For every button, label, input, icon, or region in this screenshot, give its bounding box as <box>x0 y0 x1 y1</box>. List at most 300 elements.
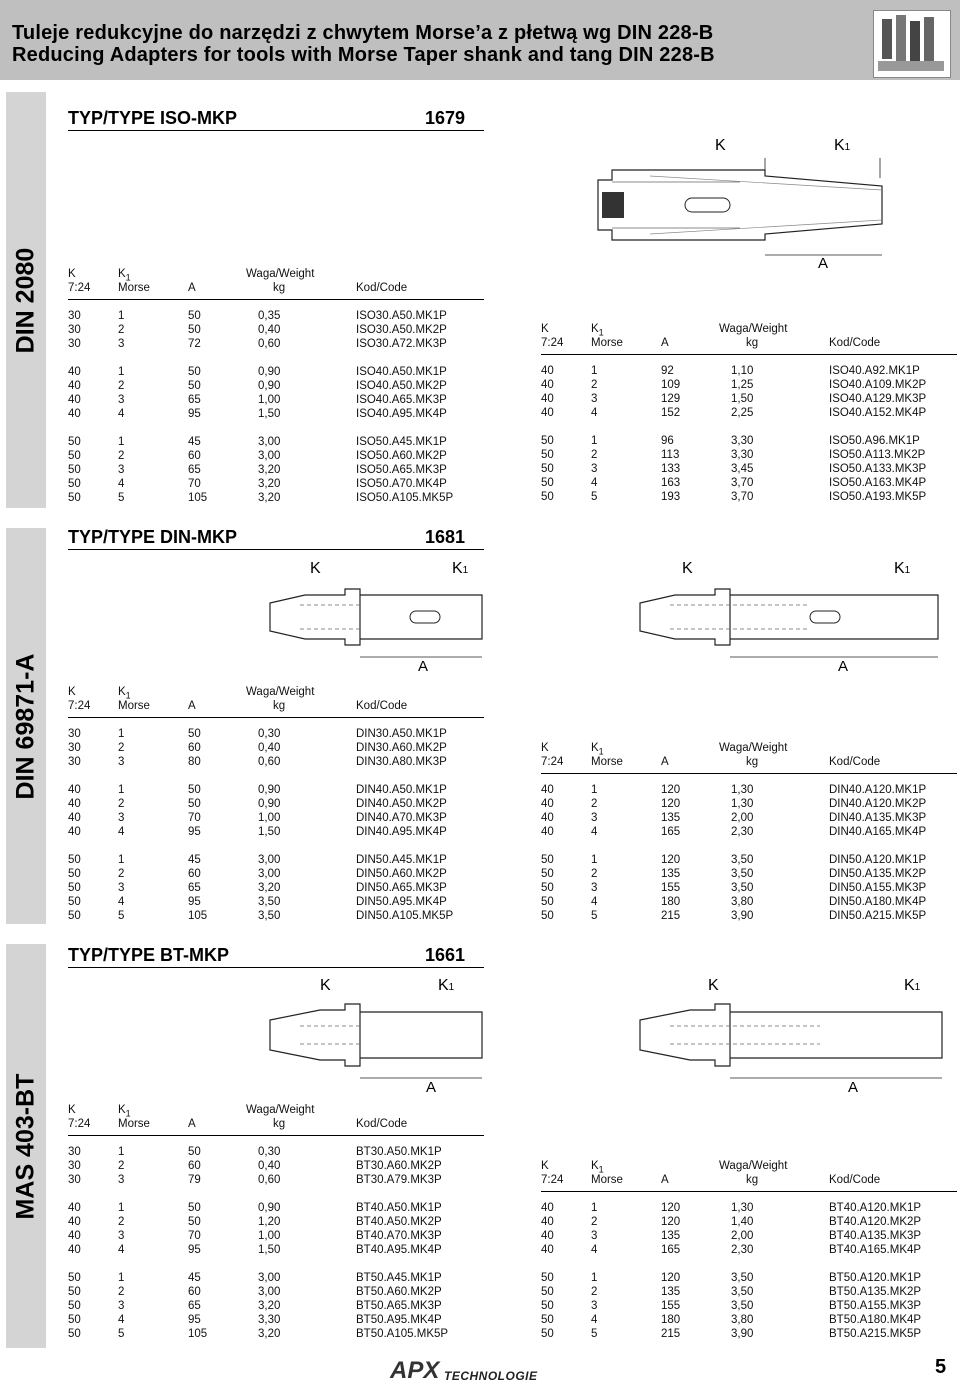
section-title: TYP/TYPE ISO-MKP <box>68 108 238 128</box>
header-a: A <box>661 1174 669 1186</box>
cell-length-a: 65 <box>188 464 201 476</box>
cell-taper: 30 <box>68 728 81 740</box>
cell-weight: 3,50 <box>731 868 754 880</box>
cell-morse: 4 <box>591 1244 598 1256</box>
cell-taper: 50 <box>68 882 81 894</box>
label-k1: K1 <box>438 977 455 994</box>
cell-length-a: 60 <box>188 868 201 880</box>
cell-length-a: 50 <box>188 728 201 740</box>
drawing-bt-mkp-long <box>620 970 950 1100</box>
cell-morse: 2 <box>118 1286 125 1298</box>
cell-code: ISO40.A50.MK2P <box>356 380 447 392</box>
section-code: 1681 <box>425 527 466 547</box>
cell-weight: 0,30 <box>258 728 281 740</box>
header-kg: kg <box>746 756 759 768</box>
cell-taper: 40 <box>541 1216 554 1228</box>
cell-weight: 2,00 <box>731 1230 754 1242</box>
header-weight: Waga/Weight <box>246 268 315 280</box>
header-kg: kg <box>746 1174 759 1186</box>
cell-code: ISO40.A92.MK1P <box>829 365 920 377</box>
cell-weight: 3,50 <box>258 896 281 908</box>
header-kg: kg <box>273 282 286 294</box>
cell-weight: 1,30 <box>731 798 754 810</box>
header-morse: Morse <box>591 337 623 349</box>
cell-morse: 4 <box>118 478 125 490</box>
cell-morse: 2 <box>591 868 598 880</box>
header-taper: 7:24 <box>68 700 91 712</box>
cell-taper: 30 <box>68 742 81 754</box>
cell-length-a: 50 <box>188 798 201 810</box>
cell-length-a: 95 <box>188 1244 201 1256</box>
cell-code: BT50.A215.MK5P <box>829 1328 922 1340</box>
cell-weight: 3,00 <box>258 1272 281 1284</box>
cell-taper: 40 <box>68 1230 81 1242</box>
cell-taper: 40 <box>541 393 554 405</box>
cell-morse: 4 <box>118 408 125 420</box>
cell-taper: 50 <box>541 1286 554 1298</box>
cell-morse: 3 <box>118 756 125 768</box>
cell-taper: 40 <box>541 1202 554 1214</box>
cell-code: ISO50.A45.MK1P <box>356 436 447 448</box>
cell-morse: 4 <box>118 896 125 908</box>
cell-morse: 3 <box>591 812 598 824</box>
section-title: TYP/TYPE DIN-MKP <box>68 527 238 547</box>
cell-length-a: 135 <box>661 812 681 824</box>
cell-weight: 3,80 <box>731 1314 754 1326</box>
label-a: A <box>818 255 829 270</box>
cell-length-a: 70 <box>188 1230 201 1242</box>
cell-weight: 3,50 <box>731 1300 754 1312</box>
cell-weight: 0,60 <box>258 756 281 768</box>
header-divider <box>68 299 484 300</box>
cell-morse: 1 <box>118 1146 125 1158</box>
cell-length-a: 105 <box>188 492 208 504</box>
cell-taper: 50 <box>68 1328 81 1340</box>
cell-morse: 3 <box>591 463 598 475</box>
cell-morse: 4 <box>591 1314 598 1326</box>
header-a: A <box>188 700 196 712</box>
cell-length-a: 120 <box>661 798 681 810</box>
cell-length-a: 135 <box>661 868 681 880</box>
header-divider <box>68 1135 484 1136</box>
cell-morse: 1 <box>591 365 598 377</box>
cell-weight: 0,35 <box>258 310 281 322</box>
cell-weight: 3,80 <box>731 896 754 908</box>
label-a: A <box>426 1079 437 1096</box>
cell-taper: 50 <box>541 854 554 866</box>
cell-code: BT30.A50.MK1P <box>356 1146 442 1158</box>
cell-length-a: 60 <box>188 1160 201 1172</box>
cell-morse: 3 <box>118 1174 125 1186</box>
cell-taper: 50 <box>541 1300 554 1312</box>
cell-code: DIN50.A135.MK2P <box>829 868 927 880</box>
cell-morse: 3 <box>591 393 598 405</box>
cell-weight: 1,50 <box>258 1244 281 1256</box>
cell-code: DIN40.A120.MK1P <box>829 784 927 796</box>
cell-weight: 3,50 <box>731 854 754 866</box>
cell-weight: 2,25 <box>731 407 754 419</box>
cell-morse: 3 <box>118 882 125 894</box>
cell-code: ISO50.A65.MK3P <box>356 464 447 476</box>
cell-length-a: 152 <box>661 407 681 419</box>
cell-code: BT40.A135.MK3P <box>829 1230 922 1242</box>
cell-taper: 50 <box>541 1272 554 1284</box>
cell-taper: 50 <box>68 450 81 462</box>
drawing-bt-mkp-short <box>250 970 500 1100</box>
header-code: Kod/Code <box>829 1174 881 1186</box>
cell-morse: 2 <box>118 380 125 392</box>
cell-weight: 0,90 <box>258 1202 281 1214</box>
cell-taper: 40 <box>541 784 554 796</box>
cell-morse: 5 <box>118 910 125 922</box>
header-weight: Waga/Weight <box>719 742 788 754</box>
cell-length-a: 135 <box>661 1286 681 1298</box>
cell-taper: 50 <box>68 854 81 866</box>
cell-morse: 3 <box>591 1230 598 1242</box>
cell-taper: 50 <box>541 896 554 908</box>
cell-taper: 40 <box>541 407 554 419</box>
cell-code: DIN40.A120.MK2P <box>829 798 927 810</box>
cell-morse: 4 <box>591 477 598 489</box>
cell-code: DIN30.A80.MK3P <box>356 756 447 768</box>
label-k: K <box>715 137 726 154</box>
label-a: A <box>848 1079 859 1096</box>
cell-length-a: 105 <box>188 910 208 922</box>
cell-length-a: 95 <box>188 826 201 838</box>
cell-weight: 3,20 <box>258 882 281 894</box>
cell-length-a: 95 <box>188 1314 201 1326</box>
header-kg: kg <box>746 337 759 349</box>
cell-morse: 3 <box>591 882 598 894</box>
cell-taper: 50 <box>68 896 81 908</box>
drawing-din-mkp-long <box>630 555 950 675</box>
cell-length-a: 163 <box>661 477 681 489</box>
cell-weight: 3,00 <box>258 854 281 866</box>
cell-code: DIN50.A65.MK3P <box>356 882 447 894</box>
cell-taper: 40 <box>541 379 554 391</box>
cell-code: ISO50.A70.MK4P <box>356 478 447 490</box>
cell-taper: 50 <box>541 882 554 894</box>
cell-morse: 2 <box>118 1160 125 1172</box>
cell-morse: 1 <box>591 1272 598 1284</box>
cell-length-a: 50 <box>188 380 201 392</box>
cell-taper: 50 <box>68 436 81 448</box>
cell-length-a: 45 <box>188 854 201 866</box>
cell-length-a: 50 <box>188 1202 201 1214</box>
cell-length-a: 80 <box>188 756 201 768</box>
section-code: 1661 <box>425 945 466 965</box>
cell-length-a: 129 <box>661 393 681 405</box>
divider <box>68 130 484 131</box>
cell-morse: 2 <box>591 1286 598 1298</box>
header-weight: Waga/Weight <box>719 1160 788 1172</box>
header-morse: Morse <box>118 282 150 294</box>
label-k: K <box>708 977 719 994</box>
cell-code: ISO50.A133.MK3P <box>829 463 927 475</box>
cell-weight: 3,90 <box>731 910 754 922</box>
header-divider <box>541 773 957 774</box>
cell-weight: 3,70 <box>731 477 754 489</box>
cell-length-a: 120 <box>661 1216 681 1228</box>
header-k: K <box>68 1104 76 1116</box>
cell-taper: 50 <box>541 868 554 880</box>
cell-taper: 40 <box>541 812 554 824</box>
header-code: Kod/Code <box>356 282 408 294</box>
cell-morse: 5 <box>591 1328 598 1340</box>
header-k: K <box>541 323 549 335</box>
label-k1: K1 <box>894 560 911 577</box>
divider <box>68 549 484 550</box>
cell-length-a: 165 <box>661 1244 681 1256</box>
cell-taper: 50 <box>541 449 554 461</box>
cell-length-a: 70 <box>188 812 201 824</box>
cell-code: ISO50.A60.MK2P <box>356 450 447 462</box>
cell-length-a: 70 <box>188 478 201 490</box>
cell-code: BT30.A60.MK2P <box>356 1160 442 1172</box>
cell-weight: 3,30 <box>258 1314 281 1326</box>
cell-length-a: 65 <box>188 1300 201 1312</box>
cell-weight: 2,30 <box>731 1244 754 1256</box>
header-kg: kg <box>273 700 286 712</box>
cell-taper: 50 <box>68 1272 81 1284</box>
cell-weight: 3,00 <box>258 436 281 448</box>
cell-taper: 40 <box>541 1230 554 1242</box>
header-code: Kod/Code <box>829 337 881 349</box>
cell-code: DIN40.A95.MK4P <box>356 826 447 838</box>
header-a: A <box>188 282 196 294</box>
cell-weight: 0,90 <box>258 784 281 796</box>
header-k1: $K_1$ <box>118 268 131 283</box>
cell-morse: 4 <box>591 407 598 419</box>
cell-morse: 1 <box>591 784 598 796</box>
side-label: MAS 403-BT <box>11 1073 40 1219</box>
header-k: K <box>68 268 76 280</box>
cell-length-a: 65 <box>188 394 201 406</box>
cell-taper: 40 <box>68 1244 81 1256</box>
cell-morse: 2 <box>118 868 125 880</box>
cell-code: BT50.A135.MK2P <box>829 1286 922 1298</box>
cell-taper: 30 <box>68 1174 81 1186</box>
section-code: 1679 <box>425 108 466 128</box>
cell-morse: 1 <box>591 1202 598 1214</box>
cell-code: DIN50.A215.MK5P <box>829 910 927 922</box>
cell-length-a: 105 <box>188 1328 208 1340</box>
cell-weight: 1,30 <box>731 784 754 796</box>
cell-weight: 1,50 <box>731 393 754 405</box>
cell-taper: 40 <box>541 1244 554 1256</box>
cell-code: BT40.A120.MK1P <box>829 1202 922 1214</box>
cell-morse: 1 <box>591 435 598 447</box>
header-morse: Morse <box>118 1118 150 1130</box>
cell-code: ISO40.A109.MK2P <box>829 379 927 391</box>
cell-weight: 1,00 <box>258 812 281 824</box>
header-k: K <box>68 686 76 698</box>
cell-weight: 3,00 <box>258 868 281 880</box>
cell-weight: 0,40 <box>258 742 281 754</box>
cell-code: DIN40.A50.MK1P <box>356 784 447 796</box>
cell-morse: 3 <box>591 1300 598 1312</box>
cell-morse: 3 <box>118 338 125 350</box>
page-number: 5 <box>935 1356 947 1378</box>
cell-code: ISO40.A65.MK3P <box>356 394 447 406</box>
cell-length-a: 95 <box>188 896 201 908</box>
cell-taper: 30 <box>68 1146 81 1158</box>
cell-code: BT40.A165.MK4P <box>829 1244 922 1256</box>
cell-code: BT50.A180.MK4P <box>829 1314 922 1326</box>
label-a: A <box>418 658 429 675</box>
cell-weight: 2,30 <box>731 826 754 838</box>
cell-code: DIN50.A95.MK4P <box>356 896 447 908</box>
cell-code: DIN30.A60.MK2P <box>356 742 447 754</box>
cell-morse: 4 <box>118 826 125 838</box>
cell-weight: 3,45 <box>731 463 754 475</box>
cell-length-a: 60 <box>188 742 201 754</box>
cell-taper: 40 <box>68 408 81 420</box>
cell-weight: 3,50 <box>731 1272 754 1284</box>
product-thumbnail <box>873 10 951 78</box>
cell-morse: 5 <box>118 492 125 504</box>
cell-code: DIN50.A105.MK5P <box>356 910 454 922</box>
header-k1: $K_1$ <box>591 323 604 338</box>
cell-code: ISO30.A50.MK1P <box>356 310 447 322</box>
header-code: Kod/Code <box>829 756 881 768</box>
cell-weight: 0,40 <box>258 324 281 336</box>
cell-length-a: 155 <box>661 1300 681 1312</box>
label-k: K <box>320 977 331 994</box>
cell-morse: 3 <box>118 812 125 824</box>
cell-morse: 1 <box>118 366 125 378</box>
drawing-din-mkp-short <box>260 555 500 675</box>
cell-morse: 5 <box>591 491 598 503</box>
cell-length-a: 165 <box>661 826 681 838</box>
cell-length-a: 120 <box>661 1202 681 1214</box>
label-k1: K1 <box>904 977 921 994</box>
cell-code: DIN50.A45.MK1P <box>356 854 447 866</box>
cell-length-a: 60 <box>188 450 201 462</box>
cell-morse: 5 <box>591 910 598 922</box>
cell-weight: 0,90 <box>258 380 281 392</box>
cell-length-a: 95 <box>188 408 201 420</box>
cell-length-a: 45 <box>188 1272 201 1284</box>
header-weight: Waga/Weight <box>246 1104 315 1116</box>
cell-length-a: 113 <box>661 449 680 461</box>
header-k1: $K_1$ <box>591 742 604 757</box>
cell-length-a: 50 <box>188 310 201 322</box>
cell-code: BT50.A95.MK4P <box>356 1314 442 1326</box>
cell-morse: 4 <box>118 1314 125 1326</box>
cell-morse: 3 <box>118 1230 125 1242</box>
cell-morse: 1 <box>118 854 125 866</box>
cell-weight: 0,60 <box>258 1174 281 1186</box>
cell-code: ISO30.A50.MK2P <box>356 324 447 336</box>
cell-taper: 50 <box>541 491 554 503</box>
cell-morse: 1 <box>118 436 125 448</box>
cell-code: ISO50.A105.MK5P <box>356 492 454 504</box>
cell-taper: 50 <box>68 1286 81 1298</box>
cell-morse: 1 <box>118 1202 125 1214</box>
cell-weight: 3,20 <box>258 492 281 504</box>
header-code: Kod/Code <box>356 1118 408 1130</box>
header-k1: $K_1$ <box>118 1104 131 1119</box>
cell-code: BT50.A105.MK5P <box>356 1328 449 1340</box>
cell-code: ISO30.A72.MK3P <box>356 338 447 350</box>
cell-weight: 3,50 <box>258 910 281 922</box>
cell-weight: 1,00 <box>258 394 281 406</box>
header-taper: 7:24 <box>68 1118 91 1130</box>
header-weight: Waga/Weight <box>719 323 788 335</box>
cell-taper: 30 <box>68 310 81 322</box>
cell-weight: 3,30 <box>731 435 754 447</box>
cell-code: BT50.A60.MK2P <box>356 1286 442 1298</box>
cell-code: DIN40.A165.MK4P <box>829 826 927 838</box>
cell-length-a: 72 <box>188 338 201 350</box>
cell-weight: 1,00 <box>258 1230 281 1242</box>
cell-length-a: 50 <box>188 324 201 336</box>
cell-morse: 4 <box>591 826 598 838</box>
cell-length-a: 50 <box>188 784 201 796</box>
title-english: Reducing Adapters for tools with Morse Taper shank and tang DIN 228-B <box>12 44 715 66</box>
header-divider <box>541 354 957 355</box>
cell-taper: 50 <box>68 868 81 880</box>
cell-code: ISO50.A113.MK2P <box>829 449 926 461</box>
header-morse: Morse <box>591 1174 623 1186</box>
cell-taper: 50 <box>68 478 81 490</box>
header-morse: Morse <box>118 700 150 712</box>
header-taper: 7:24 <box>541 337 564 349</box>
cell-morse: 2 <box>118 1216 125 1228</box>
cell-morse: 4 <box>591 896 598 908</box>
cell-length-a: 60 <box>188 1286 201 1298</box>
brand-subtitle: TECHNOLOGIE <box>444 1369 538 1383</box>
title-polish: Tuleje redukcyjne do narzędzi z chwytem Morse’a z płetwą wg DIN 228-B <box>12 22 714 44</box>
cell-taper: 50 <box>68 492 81 504</box>
side-band-din69871 <box>6 528 46 924</box>
cell-code: ISO40.A152.MK4P <box>829 407 927 419</box>
side-label: DIN 2080 <box>11 247 40 353</box>
cell-code: DIN40.A135.MK3P <box>829 812 927 824</box>
cell-morse: 1 <box>118 784 125 796</box>
cell-length-a: 133 <box>661 463 681 475</box>
cell-taper: 40 <box>68 1216 81 1228</box>
cell-weight: 1,50 <box>258 408 281 420</box>
cell-weight: 1,50 <box>258 826 281 838</box>
cell-code: BT50.A65.MK3P <box>356 1300 442 1312</box>
label-a: A <box>838 658 849 675</box>
cell-weight: 3,20 <box>258 464 281 476</box>
cell-weight: 1,40 <box>731 1216 754 1228</box>
page-header <box>0 0 960 80</box>
label-k: K <box>310 560 321 577</box>
cell-morse: 1 <box>591 854 598 866</box>
cell-weight: 3,50 <box>731 1286 754 1298</box>
cell-taper: 50 <box>68 910 81 922</box>
cell-taper: 50 <box>68 1314 81 1326</box>
cell-code: DIN40.A50.MK2P <box>356 798 447 810</box>
cell-length-a: 50 <box>188 1146 201 1158</box>
cell-morse: 5 <box>118 1328 125 1340</box>
cell-code: DIN30.A50.MK1P <box>356 728 447 740</box>
cell-morse: 1 <box>118 728 125 740</box>
cell-length-a: 96 <box>661 435 674 447</box>
header-code: Kod/Code <box>356 700 408 712</box>
cell-length-a: 92 <box>661 365 674 377</box>
cell-length-a: 135 <box>661 1230 681 1242</box>
header-k1: $K_1$ <box>118 686 131 701</box>
cell-weight: 3,00 <box>258 450 281 462</box>
cell-length-a: 45 <box>188 436 201 448</box>
side-band-din2080 <box>6 92 46 508</box>
cell-weight: 0,60 <box>258 338 281 350</box>
